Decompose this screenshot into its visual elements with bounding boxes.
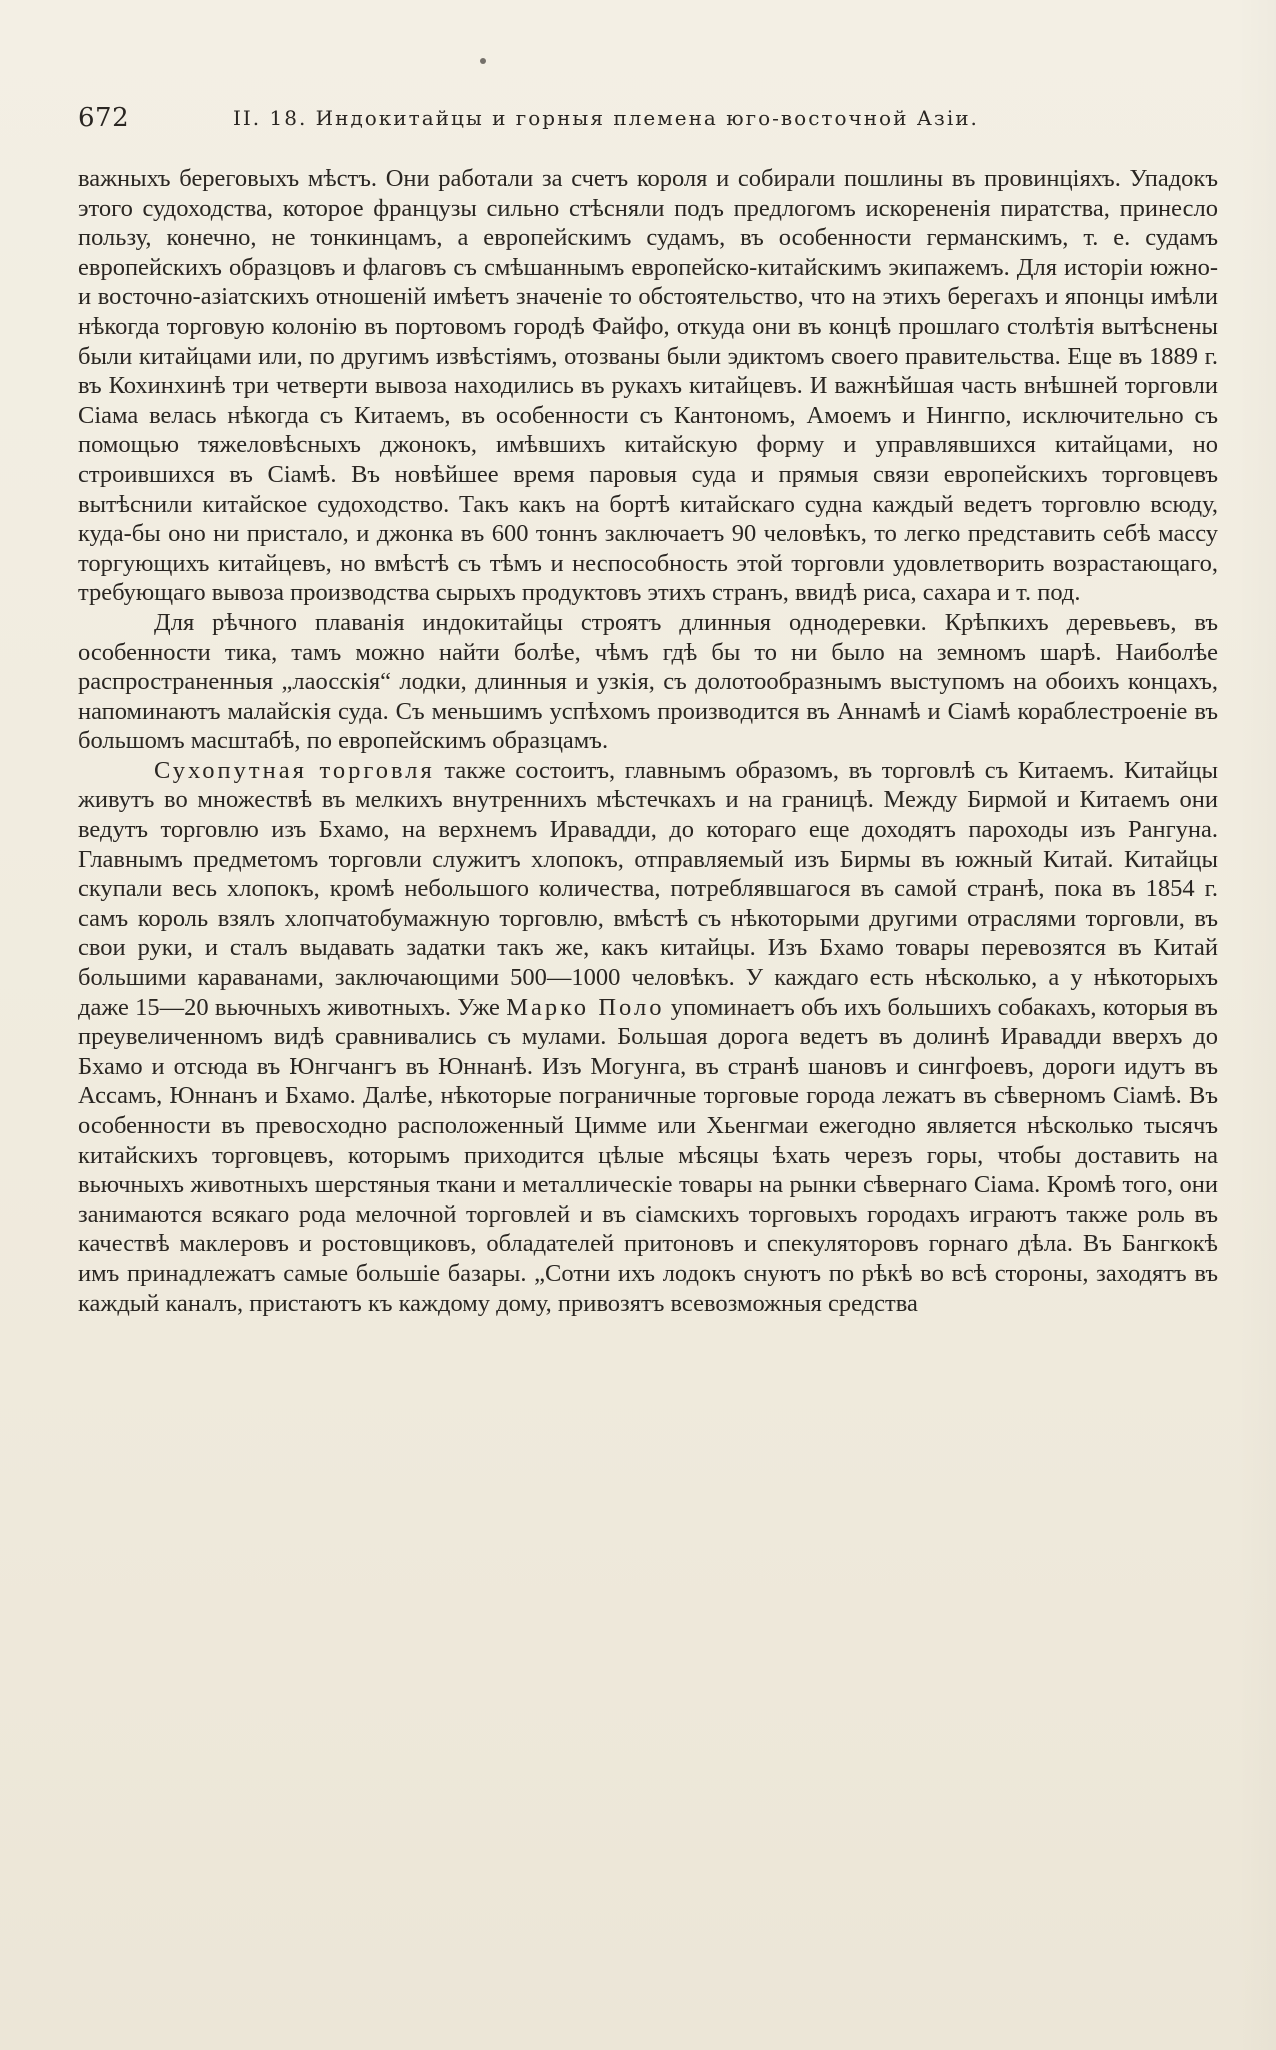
paragraph-land-trade xyxy=(78,756,1218,1318)
running-head: II. 18. Индокитайцы и горныя племена юго-восточной Азіи. xyxy=(233,106,979,130)
paragraph-sea-trade xyxy=(78,164,1218,608)
page-number: 672 xyxy=(78,103,130,133)
paragraph-text: упоминаетъ объ ихъ большихъ собакахъ, которыя въ преувеличенномъ видѣ сравнивались съ мулами. Большая дорога ведетъ въ долинѣ Иравадди вверхъ до Бхамо и отсюда въ Юнгчангъ въ Юннанѣ. Изъ Могунга, въ странѣ шановъ и сингфоевъ, дороги идутъ въ Ассамъ, Юннанъ и Бхамо. Далѣе, нѣкоторые пограничные торговые города лежатъ въ сѣверномъ Сіамѣ. Въ особенности въ превосходно расположенный Цимме или Хьенгмаи ежегодно является нѣсколько тысячъ китайскихъ торговцевъ, которымъ приходится цѣлые мѣсяцы ѣхать черезъ горы, чтобы доставить на вьючныхъ животныхъ шерстяныя ткани и металлическіе товары на рынки сѣвернаго Сіама. Кромѣ того, они занимаются всякаго рода мелочной торговлей и въ сіамскихъ торговыхъ городахъ играютъ также роль въ качествѣ маклеровъ и ростовщиковъ, обладателей притоновъ и спекуляторовъ горнаго дѣла. Въ Бангкокѣ имъ принадлежатъ самые большіе базары. „Сотни ихъ лодокъ снуютъ по рѣкѣ во всѣ стороны, заходятъ въ каждый каналъ, пристаютъ къ каждому дому, привозятъ всевозможныя средства xyxy=(78,993,1218,1317)
print-speck xyxy=(480,58,486,64)
paragraph-text: важныхъ береговыхъ мѣстъ. Они работали за счетъ короля и собирали пошлины въ провинціяхъ. Упадокъ этого судоходства, которое французы сильно стѣсняли подъ предлогомъ искорененія пиратства, принесло пользу, конечно, не тонкинцамъ, а европейскимъ судамъ, въ особенности германскимъ, т. е. судамъ европейскихъ образцовъ и флаговъ съ смѣшаннымъ европейско-китайскимъ экипажемъ. Для исторіи южно- и восточно-азіатскихъ отношеній имѣетъ значеніе то обстоятельство, что на этихъ берегахъ и японцы имѣли нѣкогда торговую колонію въ портовомъ городѣ Файфо, откуда они въ концѣ прошлаго столѣтія вытѣснены были китайцами или, по другимъ извѣстіямъ, отозваны были эдиктомъ своего правительства. Еще въ 1889 г. въ Кохинхинѣ три четверти вывоза находились въ рукахъ китайцевъ. И важнѣйшая часть внѣшней торговли Сіама велась нѣкогда съ Китаемъ, въ особенности съ Кантономъ, Амоемъ и Нингпо, исключительно съ помощью тяжеловѣсныхъ джонокъ, имѣвшихъ китайскую форму и управлявшихся китайцами, но строившихся въ Сіамѣ. Въ новѣйшее время паровыя суда и прямыя связи европейскихъ торговцевъ вытѣснили китайское судоходство. Такъ какъ на бортѣ китайскаго судна каждый ведетъ торговлю всюду, куда-бы оно ни пристало, и джонка въ 600 тоннъ заключаетъ 90 человѣкъ, то легко представить себѣ массу торгующихъ китайцевъ, но вмѣстѣ съ тѣмъ и неспособность этой торговли удовлетворить возрастающаго, требующаго вывоза производства сырыхъ продуктовъ этихъ странъ, ввидѣ риса, сахара и т. под. xyxy=(78,165,1218,607)
page-header xyxy=(78,100,1138,136)
paragraph-text: также состоитъ, главнымъ образомъ, въ торговлѣ съ Китаемъ. Китайцы живутъ во множествѣ въ мелкихъ внутреннихъ мѣстечкахъ и на границѣ. Между Бирмой и Китаемъ они ведутъ торговлю изъ Бхамо, на верхнемъ Иравадди, до котораго еще доходятъ пароходы изъ Рангуна. Главнымъ предметомъ торговли служитъ хлопокъ, отправляемый изъ Бирмы въ южный Китай. Китайцы скупали весь хлопокъ, кромѣ небольшого количества, потреблявшагося въ самой странѣ, пока въ 1854 г. самъ король взялъ хлопчатобумажную торговлю, вмѣстѣ съ нѣкоторыми другими отраслями торговли, въ свои руки, и сталъ выдавать задатки такъ же, какъ китайцы. Изъ Бхамо товары перевозятся въ Китай большими караванами, заключающими 500—1000 человѣкъ. У каждаго есть нѣсколько, а у нѣкоторыхъ даже 15—20 вьючныхъ животныхъ. Уже xyxy=(78,756,1219,1021)
spaced-name: Марко Поло xyxy=(506,993,665,1021)
paragraph-river-boats xyxy=(78,608,1218,756)
page-edge-shadow xyxy=(1238,0,1276,2050)
spaced-heading-term: Сухопутная торговля xyxy=(154,756,435,784)
paragraph-text: Для рѣчного плаванія индокитайцы строятъ длинныя однодеревки. Крѣпкихъ деревьевъ, въ особенности тика, тамъ можно найти болѣе, чѣмъ гдѣ бы то ни было на земномъ шарѣ. Наиболѣе распространенныя „лаосскія“ лодки, длинныя и узкія, съ долотообразнымъ выступомъ на обоихъ концахъ, напоминаютъ малайскія суда. Съ меньшимъ успѣхомъ производится въ Аннамѣ и Сіамѣ кораблестроеніе въ большомъ масштабѣ, по европейскимъ образцамъ. xyxy=(78,608,1218,755)
body-text xyxy=(78,164,1218,1318)
